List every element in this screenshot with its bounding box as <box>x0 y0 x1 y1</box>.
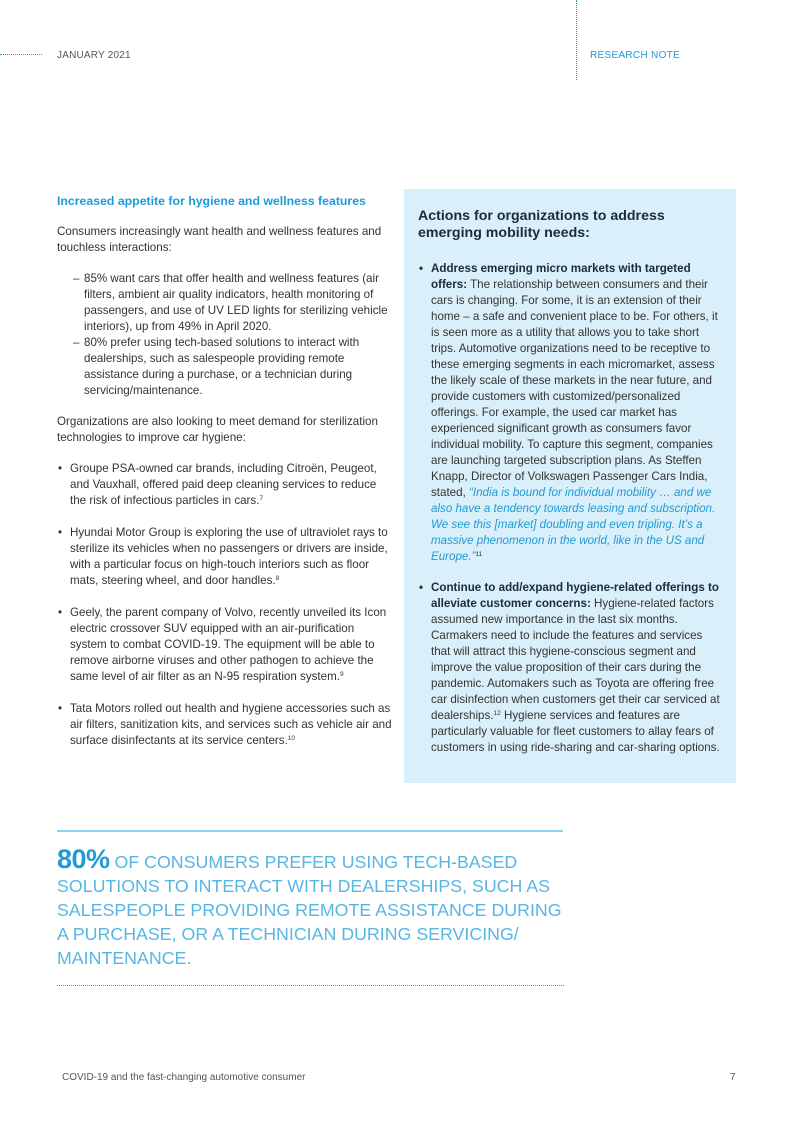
consumer-stats-list <box>57 271 392 399</box>
list-item <box>57 701 392 749</box>
list-item <box>57 461 392 509</box>
organizations-paragraph: Organizations are also looking to meet demand for sterilization technologies to improve car hygiene: <box>57 415 378 444</box>
list-item: – 80% prefer using tech-based solutions to interact with dealerships, such as salespeople providing remote assistance during a purchase, or a technician during servicing/maintenance. <box>73 335 392 399</box>
header-research-note-label: RESEARCH NOTE <box>590 50 681 61</box>
intro-paragraph: Consumers increasingly want health and wellness features and touchless interactions: <box>57 225 382 254</box>
footnote-ref: 11 <box>475 551 483 558</box>
action-item <box>418 261 722 565</box>
footnote-ref: 10 <box>287 735 296 742</box>
footnote-ref: 12 <box>493 710 501 717</box>
panel-title: Actions for organizations to address emerging mobility needs: <box>418 208 665 241</box>
action-item <box>418 580 722 756</box>
list-item <box>57 605 392 685</box>
header-date: JANUARY 2021 <box>57 50 131 61</box>
quote-text: “India is bound for individual mobility … and we also have a tendency towards leasing and subscription. We see this [market] doubling and even tripling. It’s a massive phenomenon in the world, like in the US and Europe.” <box>431 486 716 563</box>
stat-callout <box>57 844 567 970</box>
action-lead: Continue to add/expand hygiene-related offerings to alleviate customer concerns: <box>431 581 719 610</box>
organization-examples-list <box>57 461 392 749</box>
stat-top-rule <box>57 830 563 832</box>
action-body: Hygiene-related factors assumed new importance in the last six months. Carmakers need to include the features and services that will attract this hygiene-conscious segment and improve the value proposition of their cars during the pandemic. Automakers such as Toyota are offering free car disinfection when customers get their car serviced at dealerships. <box>431 597 720 722</box>
section-title: Increased appetite for hygiene and wellness features <box>57 194 366 208</box>
action-body-tail: Hygiene services and features are particularly valuable for fleet customers to allay fears of customers in using ride-sharing and car-sharing options. <box>431 709 720 754</box>
list-item <box>57 525 392 589</box>
action-body: The relationship between consumers and their cars is changing. For some, it is an extension of their home – a safe and convenient place to be. For others, it is seen more as a utility that allows you to take short trips. Automotive organizations need to be receptive to these emerging segments in each micromarket, assess the likely scale of these markets in the near future, and provide customers with customized/personalized offerings. For example, the used car market has experienced significant growth as consumers favor individual mobility. To capture this segment, companies are launching targeted subscription plans. As Steffen Knapp, Director of Volkswagen Passenger Cars India, stated, <box>431 278 718 499</box>
stat-text: OF CONSUMERS PREFER USING TECH-BASED SOLUTIONS TO INTERACT WITH DEALERSHIPS, SUCH AS SALESPEOPLE PROVIDING REMOTE ASSISTANCE DURING A PURCHASE, OR A TECHNICIAN DURING SERVICING/ MAINTENANCE. <box>57 852 562 968</box>
example-text: Groupe PSA-owned car brands, including Citroën, Peugeot, and Vauxhall, offered paid deep cleaning services to reduce the risk of infectious particles in cars. <box>70 462 377 507</box>
page-number: 7 <box>730 1072 736 1083</box>
actions-list <box>418 261 722 756</box>
stat-number: 80% <box>57 844 110 874</box>
example-text: Hyundai Motor Group is exploring the use of ultraviolet rays to sterilize its vehicles when no passengers or drivers are inside, with a particular focus on high-touch interiors such as floor mats, steering wheel, and door handles. <box>70 526 388 587</box>
action-lead: Address emerging micro markets with targeted offers: <box>431 262 691 291</box>
left-column <box>57 193 392 765</box>
stat-bottom-dotted-rule <box>57 985 564 986</box>
example-text: Tata Motors rolled out health and hygiene accessories such as air filters, sanitization kits, and services such as vehicle air and surface disinfectants at its service centers. <box>70 702 392 747</box>
list-item: – 85% want cars that offer health and wellness features (air filters, ambient air quality indicators, health monitoring of passengers, and use of UV LED lights for sterilizing vehicle interiors), up from 49% in April 2020. <box>73 271 392 335</box>
footnote-ref: 9 <box>339 671 344 678</box>
actions-panel <box>404 189 736 783</box>
footnote-ref: 8 <box>275 575 280 582</box>
example-text: Geely, the parent company of Volvo, recently unveiled its Icon electric crossover SUV equipped with an air-purification system to combat COVID-19. The equipment will be able to remove airborne viruses and other pathogen to achieve the same level of air filter as an N-95 respiration system. <box>70 606 387 683</box>
footer-title: COVID-19 and the fast-changing automotive consumer <box>62 1072 306 1083</box>
footnote-ref: 7 <box>259 495 264 502</box>
header-dotted-rule <box>0 54 42 55</box>
header-vertical-dotted-rule <box>576 0 577 80</box>
